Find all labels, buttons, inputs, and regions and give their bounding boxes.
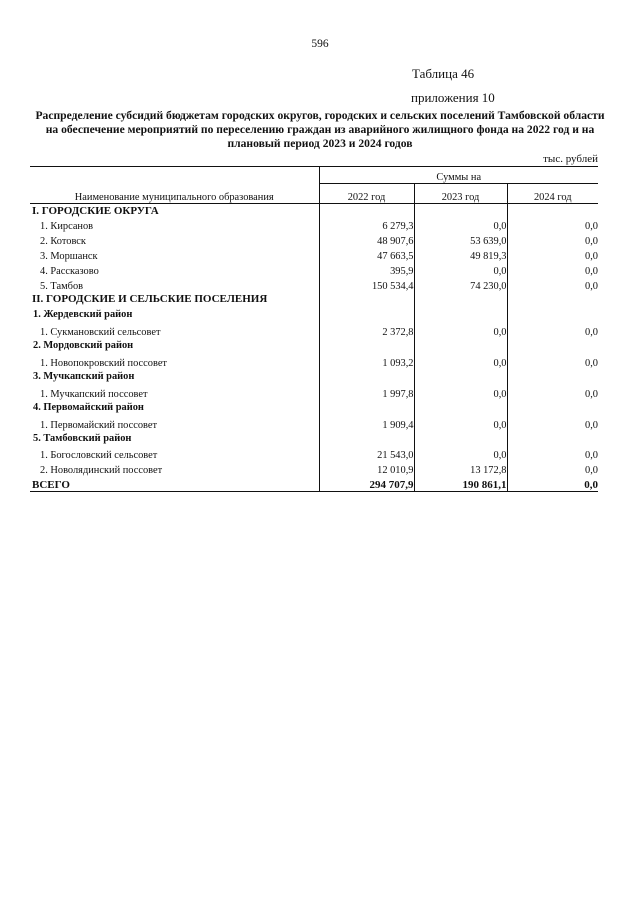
value-2023: 0,0 <box>414 413 507 431</box>
row-name: 1. Мучкапский поссовет <box>40 389 148 400</box>
value-2022: 47 663,5 <box>319 247 414 262</box>
table-row-total <box>30 476 598 492</box>
value-2023: 0,0 <box>414 382 507 400</box>
value-2022: 294 707,9 <box>319 476 414 492</box>
row-name: II. ГОРОДСКИЕ И СЕЛЬСКИЕ ПОСЕЛЕНИЯ <box>32 293 268 305</box>
row-name: 1. Кирсанов <box>40 221 94 232</box>
value-2022: 21 543,0 <box>319 444 414 461</box>
column-header-2022: 2022 год <box>319 184 414 204</box>
value-2024 <box>507 400 598 413</box>
value-2023 <box>414 369 507 382</box>
row-name: 3. Моршанск <box>40 251 98 262</box>
column-header-2024: 2024 год <box>507 184 598 204</box>
row-name: 2. Мордовский район <box>33 340 134 351</box>
column-header-sums: Суммы на <box>319 167 598 184</box>
value-2022 <box>319 400 414 413</box>
value-2022: 48 907,6 <box>319 232 414 247</box>
table-row <box>30 461 598 476</box>
row-name: 1. Новопокровский поссовет <box>40 358 167 369</box>
column-header-2023: 2023 год <box>414 184 507 204</box>
value-2023 <box>414 292 507 305</box>
appendix-label: приложения 10 <box>411 90 495 105</box>
value-2022 <box>319 338 414 351</box>
table-row <box>30 305 598 320</box>
subsidy-table <box>30 166 598 492</box>
table-row <box>30 351 598 369</box>
value-2022 <box>319 431 414 444</box>
table-row <box>30 232 598 247</box>
table-row <box>30 262 598 277</box>
value-2024: 0,0 <box>507 247 598 262</box>
table-row <box>30 277 598 292</box>
column-header-name: Наименование муниципального образования <box>30 167 319 204</box>
value-2023 <box>414 204 507 218</box>
table-row <box>30 204 598 218</box>
table-row <box>30 444 598 461</box>
value-2024: 0,0 <box>507 262 598 277</box>
row-name: 1. Жердевский район <box>33 309 133 320</box>
row-name: 3. Мучкапский район <box>33 371 135 382</box>
value-2023: 53 639,0 <box>414 232 507 247</box>
table-row <box>30 292 598 305</box>
value-2022: 1 909,4 <box>319 413 414 431</box>
value-2023: 13 172,8 <box>414 461 507 476</box>
value-2022: 2 372,8 <box>319 320 414 338</box>
value-2022: 6 279,3 <box>319 217 414 232</box>
value-2023 <box>414 338 507 351</box>
value-2024: 0,0 <box>507 382 598 400</box>
value-2022: 1 093,2 <box>319 351 414 369</box>
row-name: 1. Богословский сельсовет <box>40 450 158 461</box>
value-2022: 12 010,9 <box>319 461 414 476</box>
document-title: Распределение субсидий бюджетам городских округов, городских и сельских поселений Тамбовской области на обеспечение мероприятий по переселению граждан из аварийного жилищного фонда на 2022 год и на плановый период 2023 и 2024 годов <box>35 109 605 150</box>
row-name: 2. Котовск <box>40 236 86 247</box>
value-2022: 150 534,4 <box>319 277 414 292</box>
table-row <box>30 217 598 232</box>
value-2024 <box>507 292 598 305</box>
page-number: 596 <box>311 38 329 50</box>
row-name: 4. Рассказово <box>40 266 99 277</box>
row-name: 5. Тамбов <box>40 281 84 292</box>
value-2024 <box>507 431 598 444</box>
value-2024: 0,0 <box>507 277 598 292</box>
table-label: Таблица 46 <box>412 66 475 81</box>
value-2024 <box>507 305 598 320</box>
value-2024 <box>507 204 598 218</box>
value-2023: 0,0 <box>414 262 507 277</box>
value-2024: 0,0 <box>507 461 598 476</box>
table-row <box>30 369 598 382</box>
row-name: 2. Новолядинский поссовет <box>40 465 163 476</box>
table-row <box>30 413 598 431</box>
value-2023: 0,0 <box>414 217 507 232</box>
table-row <box>30 382 598 400</box>
row-name: 1. Первомайский поссовет <box>40 420 158 431</box>
row-name: 5. Тамбовский район <box>33 433 132 444</box>
value-2024: 0,0 <box>507 232 598 247</box>
row-name: 4. Первомайский район <box>33 402 144 413</box>
value-2022 <box>319 369 414 382</box>
table-row <box>30 431 598 444</box>
value-2024: 0,0 <box>507 444 598 461</box>
value-2023: 0,0 <box>414 320 507 338</box>
units-label: тыс. рублей <box>543 153 598 165</box>
value-2023 <box>414 305 507 320</box>
table-row <box>30 247 598 262</box>
value-2022 <box>319 204 414 218</box>
value-2024 <box>507 369 598 382</box>
value-2023 <box>414 400 507 413</box>
table-row <box>30 400 598 413</box>
value-2022 <box>319 305 414 320</box>
value-2022: 395,9 <box>319 262 414 277</box>
value-2023: 190 861,1 <box>414 476 507 492</box>
value-2023 <box>414 431 507 444</box>
value-2023: 0,0 <box>414 351 507 369</box>
value-2024: 0,0 <box>507 320 598 338</box>
row-name: 1. Сукмановский сельсовет <box>40 327 161 338</box>
value-2024: 0,0 <box>507 217 598 232</box>
value-2023: 0,0 <box>414 444 507 461</box>
row-name: I. ГОРОДСКИЕ ОКРУГА <box>32 205 159 217</box>
value-2024 <box>507 338 598 351</box>
value-2024: 0,0 <box>507 351 598 369</box>
table-row <box>30 338 598 351</box>
row-name: ВСЕГО <box>30 476 319 492</box>
value-2024: 0,0 <box>507 476 598 492</box>
table-row <box>30 320 598 338</box>
value-2023: 74 230,0 <box>414 277 507 292</box>
value-2022: 1 997,8 <box>319 382 414 400</box>
value-2024: 0,0 <box>507 413 598 431</box>
value-2023: 49 819,3 <box>414 247 507 262</box>
value-2022 <box>319 292 414 305</box>
